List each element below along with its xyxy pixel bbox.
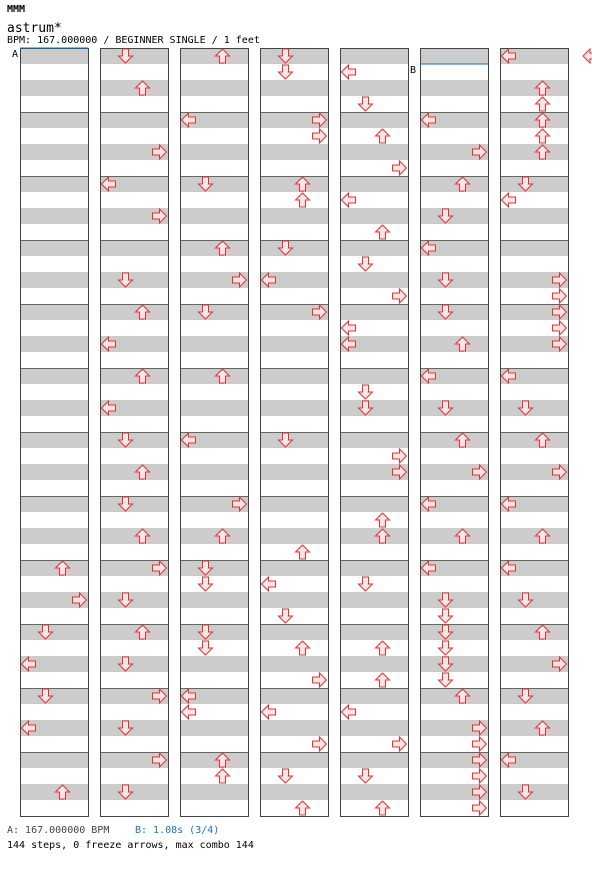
beat-band bbox=[500, 736, 568, 752]
beat-band bbox=[500, 400, 568, 416]
beat-band bbox=[340, 752, 408, 768]
marker-b-label: B bbox=[410, 65, 417, 76]
beat-band bbox=[20, 576, 88, 592]
beat-band bbox=[420, 336, 488, 352]
beat-band bbox=[500, 576, 568, 592]
beat-band bbox=[260, 352, 328, 368]
beat-band bbox=[500, 96, 568, 112]
beat-band bbox=[20, 512, 88, 528]
beat-band bbox=[500, 784, 568, 800]
beat-band bbox=[260, 208, 328, 224]
beat-band bbox=[180, 160, 248, 176]
beat-band bbox=[20, 48, 88, 64]
beat-band bbox=[340, 560, 408, 576]
beat-band bbox=[340, 224, 408, 240]
logo: MMM bbox=[7, 4, 26, 15]
beat-band bbox=[100, 128, 168, 144]
beat-band bbox=[20, 800, 88, 816]
beat-band bbox=[260, 144, 328, 160]
beat-band bbox=[260, 240, 328, 256]
beat-band bbox=[420, 624, 488, 640]
beat-band bbox=[260, 432, 328, 448]
beat-band bbox=[100, 48, 168, 64]
beat-band bbox=[340, 96, 408, 112]
beat-band bbox=[260, 624, 328, 640]
beat-band bbox=[100, 784, 168, 800]
beat-band bbox=[420, 480, 488, 496]
beat-band bbox=[20, 272, 88, 288]
beat-band bbox=[420, 512, 488, 528]
beat-band bbox=[340, 240, 408, 256]
beat-band bbox=[100, 592, 168, 608]
beat-band bbox=[340, 112, 408, 128]
beat-band bbox=[20, 528, 88, 544]
beat-band bbox=[340, 432, 408, 448]
beat-band bbox=[180, 672, 248, 688]
beat-band bbox=[20, 432, 88, 448]
beat-band bbox=[20, 752, 88, 768]
beat-band bbox=[180, 416, 248, 432]
beat-band bbox=[260, 384, 328, 400]
beat-band bbox=[100, 240, 168, 256]
beat-band bbox=[500, 256, 568, 272]
beat-band bbox=[260, 192, 328, 208]
beat-band bbox=[420, 432, 488, 448]
beat-band bbox=[420, 96, 488, 112]
beat-band bbox=[20, 144, 88, 160]
beat-band bbox=[20, 80, 88, 96]
beat-band bbox=[420, 304, 488, 320]
beat-band bbox=[180, 48, 248, 64]
beat-band bbox=[100, 384, 168, 400]
beat-band bbox=[100, 192, 168, 208]
beat-band bbox=[100, 96, 168, 112]
beat-band bbox=[180, 256, 248, 272]
beat-band bbox=[500, 384, 568, 400]
beat-band bbox=[100, 768, 168, 784]
beat-band bbox=[260, 400, 328, 416]
beat-band bbox=[180, 720, 248, 736]
beat-band bbox=[500, 448, 568, 464]
beat-band bbox=[340, 416, 408, 432]
beat-band bbox=[500, 224, 568, 240]
beat-band bbox=[180, 400, 248, 416]
beat-band bbox=[100, 672, 168, 688]
beat-band bbox=[340, 208, 408, 224]
beat-band bbox=[260, 608, 328, 624]
beat-band bbox=[260, 96, 328, 112]
beat-band bbox=[180, 240, 248, 256]
beat-band bbox=[100, 608, 168, 624]
beat-band bbox=[20, 384, 88, 400]
beat-band bbox=[260, 496, 328, 512]
beat-band bbox=[100, 224, 168, 240]
beat-band bbox=[100, 160, 168, 176]
beat-band bbox=[180, 464, 248, 480]
beat-band bbox=[20, 288, 88, 304]
beat-band bbox=[20, 368, 88, 384]
beat-band bbox=[500, 800, 568, 816]
beat-band bbox=[500, 720, 568, 736]
beat-band bbox=[500, 416, 568, 432]
beat-band bbox=[260, 512, 328, 528]
beat-band bbox=[180, 288, 248, 304]
beat-band bbox=[260, 256, 328, 272]
beat-band bbox=[420, 128, 488, 144]
beat-band bbox=[180, 480, 248, 496]
beat-band bbox=[260, 176, 328, 192]
beat-band bbox=[500, 608, 568, 624]
beat-band bbox=[180, 640, 248, 656]
beat-band bbox=[420, 272, 488, 288]
beat-band bbox=[100, 496, 168, 512]
beat-band bbox=[340, 176, 408, 192]
beat-band bbox=[340, 480, 408, 496]
beat-band bbox=[340, 592, 408, 608]
beat-band bbox=[20, 336, 88, 352]
beat-band bbox=[180, 128, 248, 144]
beat-band bbox=[340, 720, 408, 736]
beat-band bbox=[100, 480, 168, 496]
beat-band bbox=[180, 96, 248, 112]
beat-band bbox=[260, 752, 328, 768]
beat-band bbox=[180, 608, 248, 624]
beat-band bbox=[20, 224, 88, 240]
beat-band bbox=[340, 608, 408, 624]
beat-band bbox=[20, 352, 88, 368]
beat-band bbox=[180, 64, 248, 80]
beat-band bbox=[260, 560, 328, 576]
beat-band bbox=[340, 544, 408, 560]
beat-band bbox=[420, 400, 488, 416]
beat-band bbox=[100, 80, 168, 96]
beat-band bbox=[260, 64, 328, 80]
beat-band bbox=[260, 224, 328, 240]
beat-band bbox=[500, 64, 568, 80]
beat-band bbox=[180, 528, 248, 544]
beat-band bbox=[500, 144, 568, 160]
beat-band bbox=[20, 416, 88, 432]
beat-band bbox=[260, 592, 328, 608]
beat-band bbox=[260, 544, 328, 560]
beat-band bbox=[260, 768, 328, 784]
chart-info: BPM: 167.000000 / BEGINNER SINGLE / 1 feet bbox=[7, 35, 260, 46]
beat-band bbox=[260, 288, 328, 304]
beat-band bbox=[420, 384, 488, 400]
beat-band bbox=[500, 112, 568, 128]
beat-band bbox=[20, 128, 88, 144]
beat-band bbox=[420, 320, 488, 336]
beat-band bbox=[260, 528, 328, 544]
beat-band bbox=[500, 208, 568, 224]
beat-band bbox=[100, 704, 168, 720]
beat-band bbox=[100, 368, 168, 384]
beat-band bbox=[260, 368, 328, 384]
beat-band bbox=[100, 288, 168, 304]
beat-band bbox=[20, 400, 88, 416]
beat-band bbox=[340, 144, 408, 160]
beat-band bbox=[180, 224, 248, 240]
beat-band bbox=[340, 800, 408, 816]
beat-band bbox=[20, 304, 88, 320]
beat-band bbox=[420, 192, 488, 208]
beat-band bbox=[420, 416, 488, 432]
beat-band bbox=[500, 432, 568, 448]
beat-band bbox=[420, 208, 488, 224]
beat-band bbox=[340, 80, 408, 96]
beat-band bbox=[100, 64, 168, 80]
beat-band bbox=[420, 688, 488, 704]
beat-band bbox=[340, 400, 408, 416]
beat-band bbox=[500, 624, 568, 640]
beat-band bbox=[20, 480, 88, 496]
beat-band bbox=[500, 480, 568, 496]
beat-band bbox=[20, 544, 88, 560]
beat-band bbox=[180, 208, 248, 224]
beat-band bbox=[20, 688, 88, 704]
beat-band bbox=[180, 560, 248, 576]
beat-band bbox=[260, 416, 328, 432]
beat-band bbox=[20, 560, 88, 576]
beat-band bbox=[100, 416, 168, 432]
beat-band bbox=[180, 576, 248, 592]
beat-band bbox=[180, 304, 248, 320]
beat-band bbox=[180, 176, 248, 192]
beat-band bbox=[100, 272, 168, 288]
beat-band bbox=[500, 704, 568, 720]
beat-band bbox=[260, 336, 328, 352]
beat-band bbox=[420, 448, 488, 464]
beat-band bbox=[180, 768, 248, 784]
beat-band bbox=[20, 160, 88, 176]
beat-band bbox=[100, 576, 168, 592]
beat-band bbox=[100, 656, 168, 672]
beat-band bbox=[20, 448, 88, 464]
beat-band bbox=[420, 160, 488, 176]
beat-band bbox=[340, 624, 408, 640]
beat-band bbox=[420, 640, 488, 656]
beat-band bbox=[100, 464, 168, 480]
beat-band bbox=[100, 256, 168, 272]
beat-band bbox=[100, 800, 168, 816]
beat-band bbox=[340, 512, 408, 528]
beat-band bbox=[100, 528, 168, 544]
beat-band bbox=[20, 256, 88, 272]
song-title: astrum* bbox=[7, 21, 62, 36]
beat-band bbox=[260, 784, 328, 800]
beat-band bbox=[260, 480, 328, 496]
beat-band bbox=[260, 720, 328, 736]
beat-band bbox=[260, 160, 328, 176]
beat-band bbox=[100, 432, 168, 448]
beat-band bbox=[340, 496, 408, 512]
beat-band bbox=[500, 512, 568, 528]
beat-band bbox=[420, 592, 488, 608]
beat-band bbox=[100, 512, 168, 528]
beat-band bbox=[340, 768, 408, 784]
marker-a-label: A bbox=[12, 49, 19, 60]
beat-band bbox=[20, 208, 88, 224]
beat-band bbox=[20, 64, 88, 80]
beat-band bbox=[180, 752, 248, 768]
beat-band bbox=[20, 608, 88, 624]
beat-band bbox=[20, 320, 88, 336]
beat-band bbox=[20, 176, 88, 192]
beat-band bbox=[100, 352, 168, 368]
beat-band bbox=[20, 464, 88, 480]
beat-band bbox=[260, 640, 328, 656]
beat-band bbox=[420, 544, 488, 560]
summary-stat: 144 steps, 0 freeze arrows, max combo 144 bbox=[7, 840, 254, 851]
beat-band bbox=[500, 160, 568, 176]
beat-band bbox=[340, 672, 408, 688]
beat-band bbox=[100, 112, 168, 128]
beat-band bbox=[340, 128, 408, 144]
beat-band bbox=[500, 768, 568, 784]
beat-band bbox=[260, 320, 328, 336]
beat-band bbox=[340, 576, 408, 592]
beat-band bbox=[340, 48, 408, 64]
beat-band bbox=[340, 784, 408, 800]
beat-band bbox=[500, 544, 568, 560]
beat-band bbox=[500, 352, 568, 368]
beat-band bbox=[180, 144, 248, 160]
beat-band bbox=[260, 448, 328, 464]
beat-band bbox=[500, 688, 568, 704]
beat-band bbox=[500, 592, 568, 608]
stop-stat: B: 1.08s (3/4) bbox=[135, 825, 220, 836]
beat-band bbox=[100, 736, 168, 752]
beat-band bbox=[100, 320, 168, 336]
beat-band bbox=[420, 672, 488, 688]
beat-band bbox=[20, 672, 88, 688]
beat-band bbox=[20, 736, 88, 752]
beat-band bbox=[340, 656, 408, 672]
beat-band bbox=[100, 720, 168, 736]
beat-band bbox=[420, 224, 488, 240]
beat-band bbox=[180, 656, 248, 672]
beat-band bbox=[180, 352, 248, 368]
beat-band bbox=[260, 80, 328, 96]
beat-band bbox=[340, 256, 408, 272]
beat-band bbox=[180, 800, 248, 816]
beat-band bbox=[420, 64, 488, 80]
beat-band bbox=[260, 800, 328, 816]
beat-band bbox=[20, 704, 88, 720]
beat-band bbox=[180, 544, 248, 560]
beat-band bbox=[260, 464, 328, 480]
beat-band bbox=[420, 176, 488, 192]
beat-band bbox=[180, 384, 248, 400]
beat-band bbox=[20, 96, 88, 112]
beat-band bbox=[500, 80, 568, 96]
beat-band bbox=[500, 176, 568, 192]
beat-band bbox=[260, 656, 328, 672]
beat-band bbox=[180, 368, 248, 384]
beat-band bbox=[180, 80, 248, 96]
beat-band bbox=[180, 336, 248, 352]
beat-band bbox=[20, 112, 88, 128]
beat-band bbox=[420, 352, 488, 368]
beat-band bbox=[340, 528, 408, 544]
beat-band bbox=[340, 272, 408, 288]
beat-band bbox=[420, 528, 488, 544]
beat-band bbox=[100, 640, 168, 656]
beat-band bbox=[180, 320, 248, 336]
beat-band bbox=[420, 704, 488, 720]
beat-band bbox=[500, 240, 568, 256]
beat-band bbox=[420, 656, 488, 672]
beat-band bbox=[180, 624, 248, 640]
beat-band bbox=[20, 784, 88, 800]
beat-band bbox=[260, 48, 328, 64]
beat-band bbox=[500, 528, 568, 544]
beat-band bbox=[340, 640, 408, 656]
beat-band bbox=[180, 512, 248, 528]
beat-band bbox=[180, 448, 248, 464]
beat-band bbox=[180, 736, 248, 752]
beat-band bbox=[180, 784, 248, 800]
bpm-stat: A: 167.000000 BPM bbox=[7, 825, 110, 836]
beat-band bbox=[340, 368, 408, 384]
beat-band bbox=[500, 640, 568, 656]
beat-band bbox=[420, 576, 488, 592]
beat-band bbox=[420, 80, 488, 96]
beat-band bbox=[340, 304, 408, 320]
beat-band bbox=[100, 624, 168, 640]
beat-band bbox=[180, 192, 248, 208]
beat-band bbox=[420, 256, 488, 272]
beat-band bbox=[180, 592, 248, 608]
beat-band bbox=[420, 48, 488, 64]
beat-band bbox=[420, 608, 488, 624]
beat-band bbox=[20, 768, 88, 784]
beat-band bbox=[100, 448, 168, 464]
beat-band bbox=[20, 496, 88, 512]
beat-band bbox=[100, 304, 168, 320]
beat-band bbox=[100, 544, 168, 560]
beat-band bbox=[340, 352, 408, 368]
beat-band bbox=[20, 640, 88, 656]
beat-band bbox=[340, 384, 408, 400]
beat-band bbox=[420, 288, 488, 304]
beat-band bbox=[260, 688, 328, 704]
left-arrow-icon bbox=[583, 49, 592, 63]
beat-band bbox=[500, 672, 568, 688]
beat-band bbox=[340, 688, 408, 704]
beat-band bbox=[20, 624, 88, 640]
beat-band bbox=[20, 240, 88, 256]
beat-band bbox=[20, 192, 88, 208]
beat-band bbox=[500, 128, 568, 144]
